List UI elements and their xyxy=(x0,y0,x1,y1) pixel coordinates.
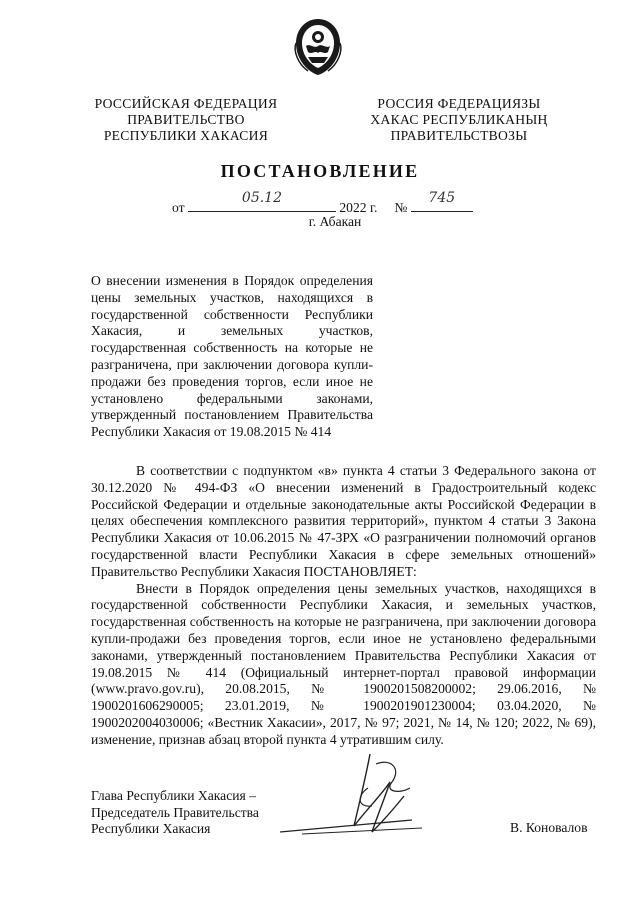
signatory-position-line-1: Глава Республики Хакасия – xyxy=(91,788,256,803)
number-field xyxy=(411,190,473,212)
header-right-line-1: РОССИЯ ФЕДЕРАЦИЯЗЫ xyxy=(377,96,541,111)
document-subject: О внесении изменения в Порядок определения цены земельных участков, находящихся в государственной собственности Республики Хакасия, и земельных участков, государственная собственность на которые не разграничена, при заключении договора купли-продажи без проведения торгов, если иное не установлено федеральными законами, утвержденный постановлением Правительства Республики Хакасия от 19.08.2015 № 414 xyxy=(91,273,373,440)
number-handwritten: 745 xyxy=(428,190,456,206)
document-body xyxy=(91,463,596,749)
year-text: 2022 г. xyxy=(339,200,378,215)
header-left-line-1: РОССИЙСКАЯ ФЕДЕРАЦИЯ xyxy=(94,96,278,111)
city: г. Абакан xyxy=(308,214,362,229)
date-line xyxy=(172,190,473,216)
header-right-line-2: ХАКАС РЕСПУБЛИКАНЫҢ xyxy=(370,112,548,127)
signatory-position-line-3: Республики Хакасия xyxy=(91,821,211,837)
date-field xyxy=(188,190,336,212)
header-right-line-3: ПРАВИТЕЛЬСТВОЗЫ xyxy=(390,128,528,143)
date-handwritten: 05.12 xyxy=(241,190,283,206)
header-left-line-3: РЕСПУБЛИКИ ХАКАСИЯ xyxy=(103,128,269,143)
signatory-name: В. Коновалов xyxy=(510,820,588,835)
document-title: ПОСТАНОВЛЕНИЕ xyxy=(220,161,420,181)
body-paragraph-2: Внести в Порядок определения цены земельных участков, находящихся в государственной собственности Республики Хакасия, и земельных участков, государственная собственность на которые не разграничена, при заключении договора купли-продажи без проведения торгов, если иное не установлено федеральными законами, утвержденный постановлением Правительства Республики Хакасия от 19.08.2015 № 414 (Официальный интернет-портал правовой информации (www.pravo.gov.ru), 20.08.2015, № 1900201508200002; 29.06.2016, № 1900201606290005; 23.01.2019, № 1900201901230004; 03.04.2020, № 1900202004030006; «Вестник Хакасии», 2017, № 97; 2021, № 14, № 120; 2022, № 69), изменение, признав абзац второй пункта 4 утратившим силу. xyxy=(91,580,596,747)
header-left-ru xyxy=(88,96,284,144)
coat-of-arms-icon xyxy=(290,16,346,78)
number-sign: № xyxy=(394,200,408,215)
header-right-khakas xyxy=(352,96,566,144)
body-paragraph-1: В соответствии с подпунктом «в» пункта 4 статьи 3 Федерального закона от 30.12.2020 № 494-ФЗ «О внесении изменений в Градостроительный кодекс Российской Федерации и отдельные законодательные акты Российской Федерации в целях обеспечения комплексного развития территорий», пунктом 4 статьи 3 Закона Республики Хакасия от 10.06.2015 № 47-ЗРХ «О разграничении полномочий органов государственной власти Республики Хакасия в сфере земельных отношений» Правительство Республики Хакасия ПОСТАНОВЛЯЕТ: xyxy=(91,463,596,579)
header-left-line-2: ПРАВИТЕЛЬСТВО xyxy=(127,112,245,127)
date-prefix: от xyxy=(172,200,185,215)
handwritten-signature xyxy=(272,748,482,848)
signatory-position-line-2: Председатель Правительства xyxy=(91,804,259,820)
signatory-position xyxy=(91,788,259,838)
